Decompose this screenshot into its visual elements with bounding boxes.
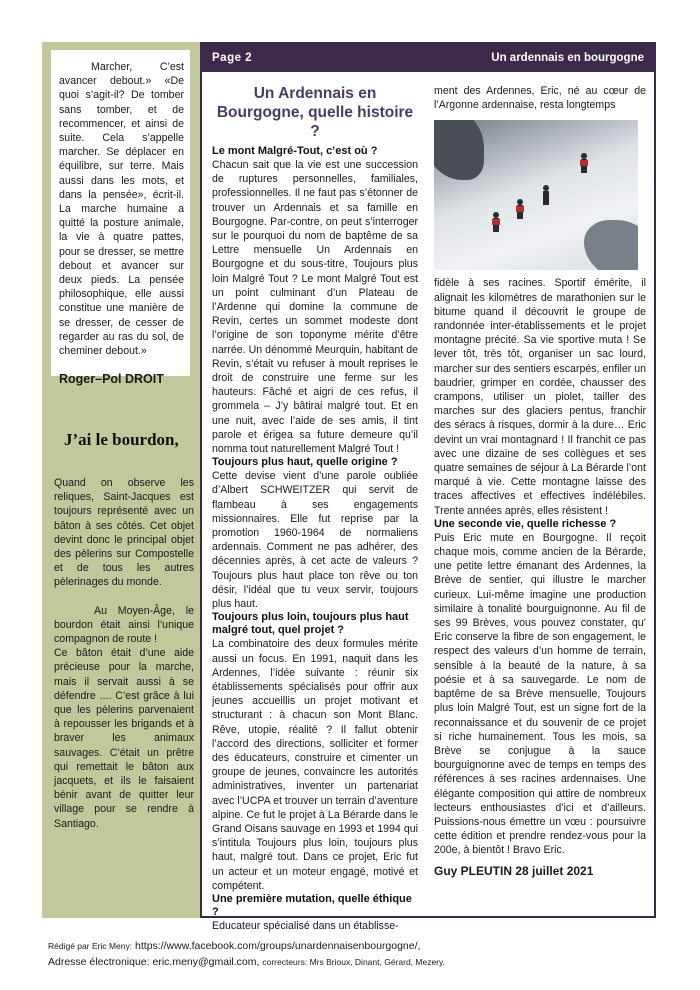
article-column-1 bbox=[212, 84, 418, 933]
bourdon-paragraph-1: Quand on observe les reliques, Saint-Jacques est toujours représenté avec un bâton à ses côtés. Cet objet devint donc le principal objet des pèlerins sur Compostelle et de tous les autres pèlerinages du monde. bbox=[54, 477, 194, 589]
section-4-text-end: fidèle à ses racines. Sportif émérite, il alignait les kilomètres de marathonien sur le bitume quand il découvrit le groupe de randonnée inter-établissements et le projet montagne précité. Sa vie sportive muta ! Se lever tôt, très tôt, organiser un sac lourd, marcher sur des sentiers escarpés, enfiler un baudrier, grimper en cordée, chausser des crampons, utiliser un piolet, tailler des marches sur des glaciers pentus, franchir des séracs à risques, dormir à la dure… Eric devint un vrai montagnard ! Il franchit ce pas avec une dizaine de ses collègues et ses quatre semaines de séjour à La Bérarde l’ont marqué à vie. Cette montagne laisse des traces affectives et effectives indélébiles. Trente années après, elles résistent ! bbox=[434, 277, 646, 517]
page-header bbox=[202, 44, 654, 72]
footer-correctors: correcteurs: Mrs Brioux, Dinant, Gérard, Mezery. bbox=[262, 957, 445, 967]
section-4-text-continued: ment des Ardennes, Eric, né au cœur de l’Argonne ardennaise, resta longtemps bbox=[434, 85, 646, 112]
quote-author: Roger–Pol DROIT bbox=[59, 372, 164, 387]
quote-text: Marcher, C’est avancer debout.» «De quoi s’agit-il? De tomber sans tomber, et de recommencer, et ainsi de suite. Cela s’appelle marcher. Se déplacer en équilibre, sur terre. Mais aussi dans les mots, et dans la pensée», écrit-il. La marche humaine a quitté la posture animale, la vie à quatre pattes, pour se dresser, se mettre debout et avancer sur deux pieds. La pensée philosophique, elle aussi constitue une manière de se dresser, de cesser de regarder au ras du sol, de cheminer debout.» bbox=[59, 61, 184, 358]
bourdon-title: J’ai le bourdon, bbox=[64, 430, 179, 449]
section-3-title: Toujours plus loin, toujours plus haut malgré tout, quel projet ? bbox=[212, 611, 409, 637]
page-title: Un ardennais en bourgogne bbox=[491, 52, 644, 64]
main-panel bbox=[200, 42, 656, 932]
footer-line-1 bbox=[48, 938, 668, 954]
sidebar bbox=[42, 42, 200, 918]
bourdon-paragraph-3: Ce bâton était d’une aide précieuse pour la marche, mais il servait aussi à se défendre .... C’est grâce à lui que les pèlerins parvenaient à repousser les brigands et à braver les animaux sauvages. C’était un prêtre qui remettait le bâton aux jacquets, et ils le faisaient bénir avant de quitter leur village pour se rendre à Santiago. bbox=[54, 647, 194, 830]
section-3-text: La combinatoire des deux formules mérite aussi un focus. En 1991, naquit dans les Ardennes, l’idée suivante : réunir six établissements spécialisés pour offrir aux jeunes accueillis un projet motivant et structurant : à chacun son Mont Blanc. Rêve, utopie, réalité ? Il fallut obtenir l’accord des directions, solliciter et former des éducateurs, construire et cimenter un groupe de jeunes, convaincre les autorités administratives, inventer un partenariat avec l’UCPA et trouver un terrain d’aventure alpine. Ce fut le projet à La Bérarde dans le Grand Oisans sauvage en 1993 et 1994 qui s’intitula Toujours plus loin, toujours plus haut, malgré tout. Dans ce projet, Eric fut un acteur et un moteur engagé, motivé et compétent. bbox=[212, 638, 418, 892]
article-title: Un Ardennais en Bourgogne, quelle histoire ? bbox=[216, 85, 414, 140]
section-4-title: Une première mutation, quelle éthique ? bbox=[212, 892, 412, 918]
article-signature: Guy PLEUTIN 28 juillet 2021 bbox=[434, 863, 594, 878]
section-5-text: Puis Eric mute en Bourgogne. Il reçoit chaque mois, comme ancien de la Bérarde, une petite lettre émanant des Ardennes, la Brève de sentier, qui illustre le marcher curieux. Lui-même imagine une production similaire à tonalité bourguignonne. Au fil de ses 99 Brèves, vous pouvez constater, qu’ Eric conserve la fibre de son engagement, le respect des valeurs d’un homme de terrain, sensible à la beauté de la nature, à sa poésie et à sa sauvegarde. Le nom de baptême de sa Brève mensuelle, Toujours plus loin Malgré Tout, est un signe fort de la reconnaissance et du souvenir de ce projet si riche humainement. Tous les mois, sa Brève se conjugue à la sauce bourguignonne avec de temps en temps des références à ses racines ardennaises. Une élégante composition qui attire de nombreux lecteurs enthousiastes d’ici et d’ailleurs. Puissions-nous émettre un vœu : poursuivre cette édition et prendre rendez-vous pour la 200e, à bientôt ! Bravo Eric. bbox=[434, 531, 646, 857]
page-number: Page 2 bbox=[212, 52, 253, 64]
quote-box bbox=[51, 50, 190, 387]
article-column-2 bbox=[434, 84, 646, 878]
section-1-title: Le mont Malgré-Tout, c’est où ? bbox=[212, 145, 378, 157]
mountaineers-photo bbox=[434, 120, 638, 270]
section-2-text: Cette devise vient d’une parole oubliée d’Albert SCHWEITZER qui servit de flambeau à ses engagements missionnaires. Elle fut reprise par la promotion 1960-1964 de normaliens ardennais. Comment ne pas adhérer, des décennies après, à cet acte de valeurs ? Toujours plus haut place ton rêve ou ton désir, l’idéal que tu veux servir, toujours plus haut. bbox=[212, 470, 418, 611]
section-1-text: Chacun sait que la vie est une succession de ruptures personnelles, familiales, professionnelles. Il ne faut pas s’étonner de trouver un Ardennais et sa famille en Bourgogne. Par-contre, on peut s’interroger sur le pourquoi du nom de baptême de sa Lettre mensuelle Un Ardennais en Bourgogne et du sous-titre, Toujours plus loin Malgré Tout ? Le mont Malgré Tout est un point culminant d’un Plateau de l’Ardenne qui domine la commune de Revin, certes un sommet modeste dont l’origine de son toponyme mérite d’être narrée. Un dénommé Meurquin, habitant de Revin, s’était vu refuser à moult reprises le droit de construire une ferme sur les hauteurs. Fâché et aigri de ces refus, il grommela – J’y bâtirai malgré tout. Et en une nuit, avec l’aide de ses amis, il tint parole et érigea sa future demeure qu’il nomma tout naturellement Malgré Tout ! bbox=[212, 159, 418, 456]
section-5-title: Une seconde vie, quelle richesse ? bbox=[434, 517, 617, 530]
section-4-text-start: Educateur spécialisé dans un établisse- bbox=[212, 919, 399, 932]
facebook-link[interactable]: https://www.facebook.com/groups/unardennaisenbourgogne/, bbox=[135, 940, 421, 952]
climbers-icon bbox=[434, 120, 638, 270]
footer-author-label: Rédigé par Eric Meny: bbox=[48, 941, 133, 951]
bourdon-paragraph-2: Au Moyen-Âge, le bourdon était ainsi l’unique compagnon de route ! bbox=[54, 604, 194, 646]
bourdon-text bbox=[54, 476, 194, 831]
footer-line-2 bbox=[48, 954, 668, 970]
email-link[interactable]: eric.meny@gmail.com, bbox=[152, 956, 260, 968]
section-2-title: Toujours plus haut, quelle origine ? bbox=[212, 456, 398, 469]
footer-email-label: Adresse électronique: bbox=[48, 956, 150, 968]
footer bbox=[48, 938, 668, 970]
